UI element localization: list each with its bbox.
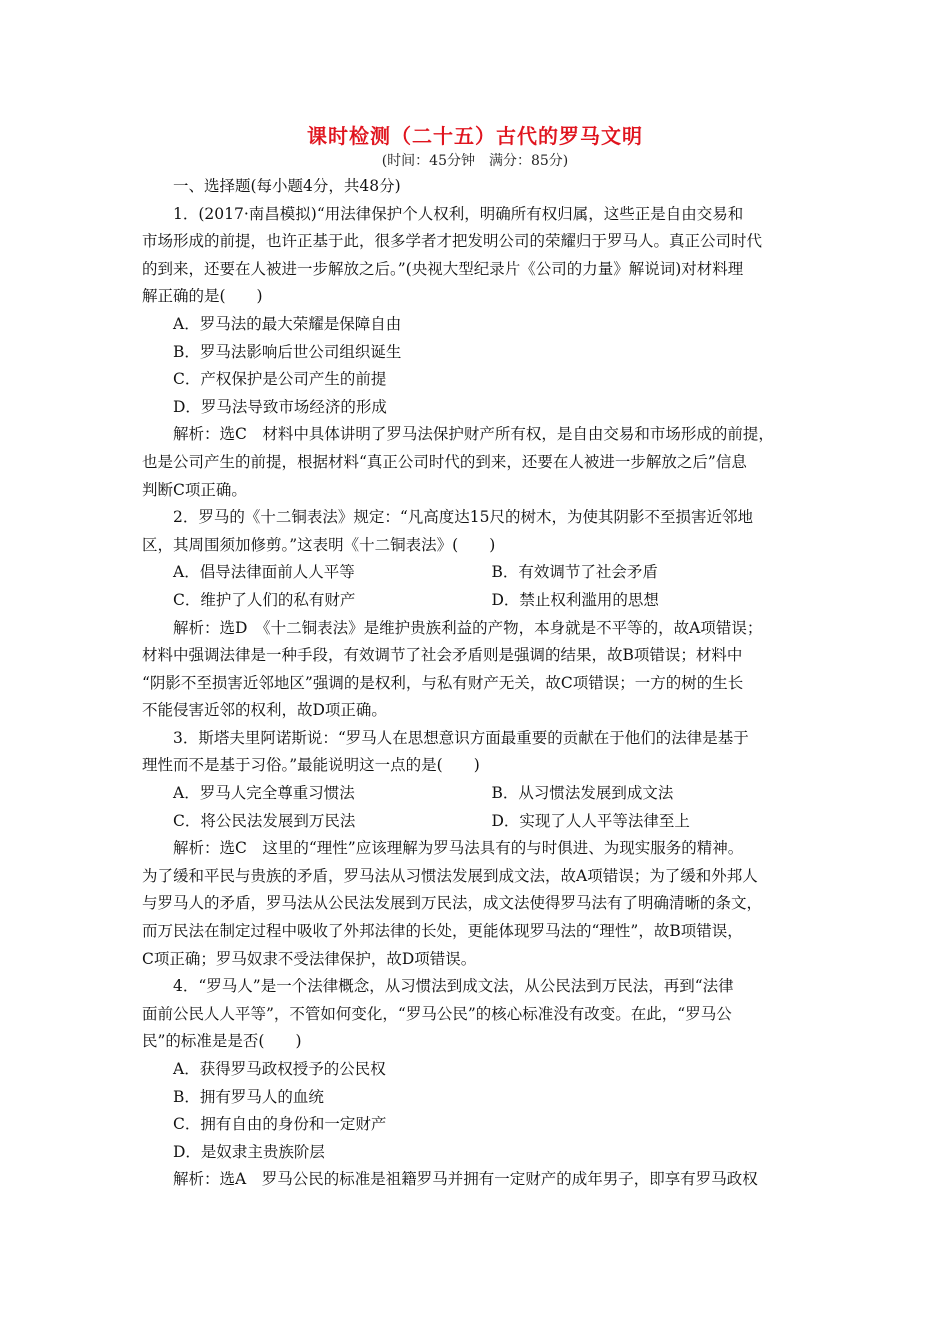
question-text: 2．罗马的《十二铜表法》规定：“凡高度达15尺的树木，为使其阴影不至损害近邻地 xyxy=(173,508,754,527)
option-a: A．获得罗马政权授予的公民权 xyxy=(173,1060,386,1078)
option-b: B．罗马法影响后世公司组织诞生 xyxy=(173,342,402,361)
question-2 xyxy=(142,504,810,725)
analysis-text: 为了缓和平民与贵族的矛盾，罗马法从习惯法发展到成文法，故A项错误；为了缓和外邦人 xyxy=(142,866,758,885)
options-row xyxy=(142,587,810,615)
analysis-text: 解析：选D 《十二铜表法》是维护贵族利益的产物，本身就是不平等的，故A项错误； xyxy=(173,618,763,637)
question-text: 市场形成的前提，也许正基于此，很多学者才把发明公司的荣耀归于罗马人。真正公司时代 xyxy=(142,232,763,251)
options-row xyxy=(142,559,810,587)
option-c: C．产权保护是公司产生的前提 xyxy=(173,370,387,389)
options-row xyxy=(142,780,810,808)
analysis-text: 与罗马人的矛盾，罗马法从公民法发展到万民法，成文法使得罗马法有了明确清晰的条文， xyxy=(142,894,763,913)
option-a: A．罗马人完全尊重习惯法 xyxy=(173,784,355,803)
question-text: 解正确的是( ) xyxy=(142,287,263,306)
question-text: 面前公民人人平等”，不管如何变化，“罗马公民”的核心标准没有改变。在此，“罗马公 xyxy=(142,1004,732,1023)
option-c: C．维护了人们的私有财产 xyxy=(173,590,356,609)
page-subtitle: (时间：45分钟 满分：85分) xyxy=(381,153,569,169)
question-text: 1．(2017·南昌模拟)“用法律保护个人权利，明确所有权归属，这些正是自由交易和 xyxy=(173,204,744,223)
option-b: B．有效调节了社会矛盾 xyxy=(491,563,658,582)
options-row xyxy=(142,808,810,836)
analysis-text: 解析：选C 材料中具体讲明了罗马法保护财产所有权，是自由交易和市场形成的前提， xyxy=(173,425,774,444)
option-c: C．拥有自由的身份和一定财产 xyxy=(173,1115,387,1134)
analysis-text: C项正确；罗马奴隶不受法律保护，故D项错误。 xyxy=(142,949,477,968)
analysis-text: 解析：选C 这里的“理性”应该理解为罗马法具有的与时俱进、为现实服务的精神。 xyxy=(173,839,744,858)
option-d: D．是奴隶主贵族阶层 xyxy=(173,1142,325,1161)
analysis-text: 材料中强调法律是一种手段，有效调节了社会矛盾则是强调的结果，故B项错误；材料中 xyxy=(142,646,743,665)
page-title: 课时检测（二十五）古代的罗马文明 xyxy=(307,124,643,148)
option-b: B．从习惯法发展到成文法 xyxy=(491,784,674,803)
analysis-text: 判断C项正确。 xyxy=(142,480,247,499)
question-text: 民”的标准是是否( ) xyxy=(142,1032,302,1051)
option-a: A．罗马法的最大荣耀是保障自由 xyxy=(173,314,402,333)
option-d: D．实现了人人平等法律至上 xyxy=(491,811,690,830)
option-a: A．倡导法律面前人人平等 xyxy=(173,563,355,582)
analysis-text: 不能侵害近邻的权利，故D项正确。 xyxy=(142,701,387,720)
question-text: 的到来，还要在人被进一步解放之后。”(央视大型纪录片《公司的力量》解说词)对材料理 xyxy=(142,259,744,278)
analysis-text: 也是公司产生的前提，根据材料“真正公司时代的到来，还要在人被进一步解放之后”信息 xyxy=(142,452,747,471)
section-heading: 一、选择题(每小题4分，共48分) xyxy=(173,177,401,195)
option-c: C．将公民法发展到万民法 xyxy=(173,811,356,830)
option-b: B．拥有罗马人的血统 xyxy=(173,1087,324,1106)
analysis-text: “阴影不至损害近邻地区”强调的是权利，与私有财产无关，故C项错误；一方的树的生长 xyxy=(142,673,744,692)
question-text: 理性而不是基于习俗。”最能说明这一点的是( ) xyxy=(142,756,480,775)
question-text: 3．斯塔夫里阿诺斯说：“罗马人在思想意识方面最重要的贡献在于他们的法律是基于 xyxy=(173,728,749,747)
question-text: 区，其周围须加修剪。”这表明《十二铜表法》( ) xyxy=(142,535,496,554)
question-3 xyxy=(142,725,810,973)
option-d: D．禁止权利滥用的思想 xyxy=(491,590,659,609)
question-1 xyxy=(142,201,810,505)
document-body xyxy=(142,173,810,1194)
analysis-text: 而万民法在制定过程中吸收了外邦法律的长处，更能体现罗马法的“理性”，故B项错误， xyxy=(142,922,743,941)
option-d: D．罗马法导致市场经济的形成 xyxy=(173,397,387,416)
question-4 xyxy=(142,973,810,1194)
analysis-text: 解析：选A 罗马公民的标准是祖籍罗马并拥有一定财产的成年男子，即享有罗马政权 xyxy=(173,1170,758,1189)
question-text: 4．“罗马人”是一个法律概念，从习惯法到成文法，从公民法到万民法，再到“法律 xyxy=(173,977,734,996)
